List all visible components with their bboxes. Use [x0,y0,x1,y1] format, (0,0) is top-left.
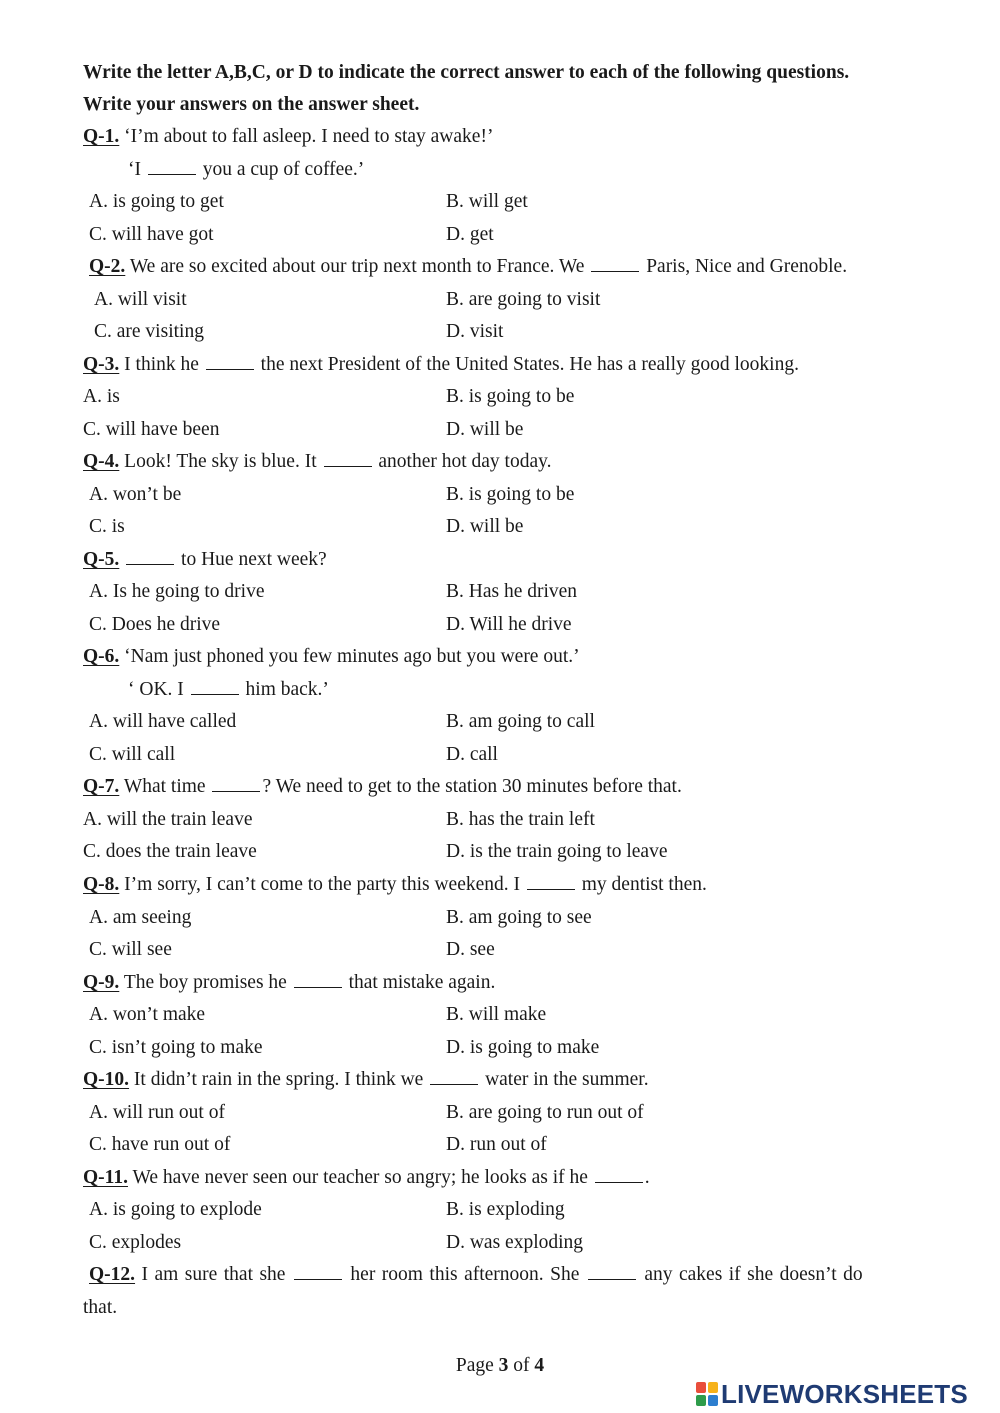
liveworksheets-logo [696,1379,968,1409]
question-label: Q-6. [83,646,120,667]
current-page: 3 [498,1355,509,1376]
option-d: D. was exploding [446,1232,584,1253]
option-d: D. visit [446,321,504,342]
answer-blank[interactable] [591,255,639,272]
option-d: D. call [446,744,498,765]
question-text: ‘I’m about to fall asleep. I need to stay awake!’ [119,126,494,147]
option-c: C. explodes [89,1232,182,1253]
question-text: to Hue next week? [176,549,327,570]
option-b: B. is going to be [446,484,575,505]
option-a: A. is going to explode [89,1199,262,1220]
question-text: any cakes if she doesn’t do [637,1264,863,1285]
answer-blank[interactable] [324,450,372,467]
question-12 [89,1263,863,1287]
page-of: of [508,1355,535,1376]
option-c: C. isn’t going to make [89,1037,263,1058]
question-text: him back.’ [240,679,329,700]
question-label: Q-7. [83,776,120,797]
answer-blank[interactable] [191,678,239,695]
question-text: Paris, Nice and Grenoble. [641,256,848,277]
option-a: A. won’t be [89,484,182,505]
question-text: I think he [119,354,204,375]
option-d: D. will be [446,419,524,440]
question-label: Q-3. [83,354,120,375]
instruction-line-1: Write the letter A,B,C, or D to indicate the correct answer to each of the following questions. [83,62,850,83]
question-text: my dentist then. [576,874,707,895]
question-label: Q-4. [83,451,120,472]
question-text: . [644,1167,650,1188]
question-10 [83,1068,649,1092]
option-c: C. does the train leave [83,841,257,862]
option-d: D. is the train going to leave [446,841,668,862]
logo-square-red [696,1382,706,1393]
question-2 [89,255,847,279]
option-a: A. will run out of [89,1102,225,1123]
question-6 [83,645,580,669]
liveworksheets-icon [696,1382,718,1406]
question-label: Q-2. [89,256,126,277]
instruction-line-2: Write your answers on the answer sheet. [83,94,420,115]
question-text: I’m sorry, I can’t come to the party this weekend. I [119,874,525,895]
page-label: Page [455,1355,499,1376]
option-c: C. will have been [83,419,220,440]
option-a: A. will visit [94,289,187,310]
question-text: Look! The sky is blue. It [119,451,322,472]
question-6-line-2 [128,678,329,702]
question-text: I am sure that she [135,1264,292,1285]
option-a: A. Is he going to drive [89,581,265,602]
question-8 [83,873,707,897]
question-label: Q-5. [83,549,120,570]
option-c: C. will have got [89,224,214,245]
option-b: B. has the train left [446,809,595,830]
question-1 [83,125,493,149]
option-a: A. is going to get [89,191,224,212]
question-label: Q-10. [83,1069,130,1090]
option-d: D. will be [446,516,524,537]
question-text: The boy promises he [119,972,292,993]
question-11 [83,1166,650,1190]
question-text [119,549,124,570]
question-9 [83,971,495,995]
answer-blank[interactable] [430,1068,478,1085]
question-text: another hot day today. [373,451,552,472]
option-b: B. is going to be [446,386,575,407]
option-b: B. am going to call [446,711,595,732]
question-text: We have never seen our teacher so angry; he looks as if he [127,1167,593,1188]
answer-blank[interactable] [294,971,342,988]
option-c: C. have run out of [89,1134,231,1155]
question-text: ‘I [128,159,146,180]
option-c: C. Does he drive [89,614,221,635]
answer-blank[interactable] [588,1263,636,1280]
question-5 [83,548,327,572]
option-a: A. will the train leave [83,809,253,830]
option-b: B. is exploding [446,1199,565,1220]
question-label: Q-1. [83,126,120,147]
option-b: B. Has he driven [446,581,578,602]
answer-blank[interactable] [126,548,174,565]
question-text: ‘Nam just phoned you few minutes ago but you were out.’ [119,646,580,667]
option-b: B. am going to see [446,907,592,928]
option-c: C. will call [89,744,176,765]
brand-name: LIVEWORKSHEETS [721,1378,968,1409]
question-text: that mistake again. [343,972,496,993]
question-label: Q-11. [83,1167,128,1188]
total-pages: 4 [534,1355,545,1376]
option-d: D. get [446,224,494,245]
question-label: Q-12. [89,1264,136,1285]
answer-blank[interactable] [527,873,575,890]
question-text: water in the summer. [480,1069,649,1090]
question-7 [83,775,682,799]
question-4 [83,450,551,474]
option-b: B. are going to run out of [446,1102,644,1123]
option-c: C. will see [89,939,172,960]
option-b: B. are going to visit [446,289,601,310]
answer-blank[interactable] [212,775,260,792]
question-text: her room this afternoon. She [343,1264,586,1285]
option-a: A. is [83,386,120,407]
option-a: A. am seeing [89,907,192,928]
answer-blank[interactable] [206,353,254,370]
question-text: ‘ OK. I [128,679,189,700]
option-b: B. will get [446,191,528,212]
answer-blank[interactable] [595,1166,643,1183]
question-3 [83,353,799,377]
answer-blank[interactable] [294,1263,342,1280]
question-text: What time [119,776,211,797]
option-a: A. will have called [89,711,237,732]
option-d: D. run out of [446,1134,547,1155]
logo-square-green [696,1395,706,1406]
option-c: C. is [89,516,125,537]
page-number [0,1355,1000,1377]
question-1-line-2 [128,158,364,182]
answer-blank[interactable] [148,158,196,175]
option-b: B. will make [446,1004,547,1025]
question-text: you a cup of coffee.’ [197,159,365,180]
option-a: A. won’t make [89,1004,206,1025]
question-label: Q-8. [83,874,120,895]
question-text: ? We need to get to the station 30 minutes before that. [262,776,682,797]
option-d: D. Will he drive [446,614,572,635]
question-text: It didn’t rain in the spring. I think we [129,1069,429,1090]
option-d: D. is going to make [446,1037,600,1058]
option-c: C. are visiting [94,321,204,342]
question-12-line-2: that. [83,1297,118,1318]
option-d: D. see [446,939,495,960]
question-text: the next President of the United States. He has a really good looking. [255,354,799,375]
logo-square-yellow [708,1382,718,1393]
logo-square-blue [708,1395,718,1406]
question-text: We are so excited about our trip next month to France. We [125,256,590,277]
question-label: Q-9. [83,972,120,993]
